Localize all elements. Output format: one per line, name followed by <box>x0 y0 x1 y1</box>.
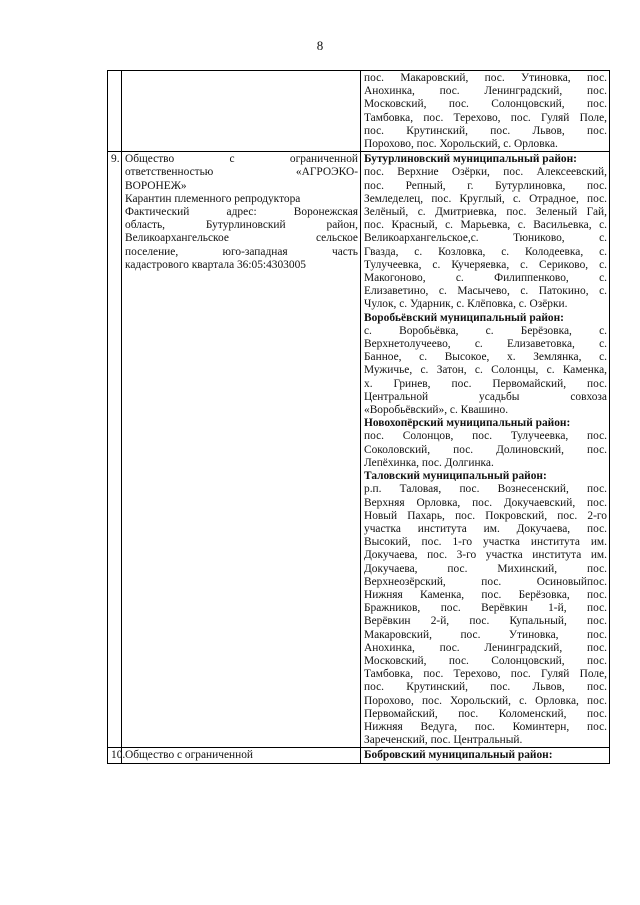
settlement-line: Докучаева, пос. Михинский, пос. <box>364 562 607 575</box>
settlement-line: Верхняя Орловка, пос. Докучаевский, пос. <box>364 496 607 509</box>
settlement-line: р.п. Таловая, пос. Вознесенский, пос. <box>364 483 607 496</box>
settlement-line: Зелёный, с. Дмитриевка, пос. Зеленый Гай, <box>364 206 607 219</box>
organization-line: ответственностью «АГРОЭКО- <box>125 166 358 179</box>
settlement-line: Гвазда, с. Козловка, с. Колодеевка, с. <box>364 245 607 258</box>
organization-cell <box>122 71 361 152</box>
settlement-line: Тамбовка, пос. Терехово, пос. Гуляй Поле, <box>364 111 607 124</box>
organization-cell <box>122 152 361 748</box>
settlement-line: Великоархангельское,с. Тюниково, с. <box>364 232 607 245</box>
settlement-line: Макаровский, пос. Утиновка, пос. <box>364 628 607 641</box>
settlement-line: «Воробьёвский», с. Квашино. <box>364 404 509 417</box>
settlement-line: Порохово, пос. Хорольский, с. Орловка, пос. <box>364 694 607 707</box>
settlement-line: пос. Репный, г. Бутурлиновка, пос. <box>364 179 607 192</box>
organization-line: ВОРОНЕЖ» <box>125 179 187 192</box>
table-row <box>108 748 610 764</box>
settlement-line: Нижняя Ведуга, пос. Коминтерн, пос. <box>364 720 607 733</box>
territory-cell <box>361 152 610 748</box>
organization-line: Фактический адрес: Воронежская <box>125 206 358 219</box>
organization-cell <box>122 748 361 764</box>
district-heading: Бобровский муниципальный район: <box>364 749 553 762</box>
settlement-line: Верхнеозёрский, пос. Осиновыйпос. <box>364 575 607 588</box>
settlement-line: пос. Макаровский, пос. Утиновка, пос. <box>364 72 607 84</box>
settlement-line: пос. Крутинский, пос. Львов, пос. <box>364 124 607 137</box>
settlement-line: Лепёхинка, пос. Долгинка. <box>364 456 494 469</box>
district-heading: Бутурлиновский муниципальный район: <box>364 153 577 166</box>
table-row <box>108 71 610 152</box>
organization-line: Великоархангельское сельское <box>125 232 358 245</box>
settlement-line: х. Гринев, пос. Первомайский, пос. <box>364 377 607 390</box>
settlement-line: Банное, с. Высокое, х. Землянка, с. <box>364 351 607 364</box>
settlement-line: Анохинка, пос. Ленинградский, пос. <box>364 85 607 98</box>
settlement-line: пос. Солонцов, пос. Тулучеевка, пос. <box>364 430 607 443</box>
settlement-line: Анохинка, пос. Ленинградский, пос. <box>364 641 607 654</box>
settlement-line: Тамбовка, пос. Терехово, пос. Гуляй Поле, <box>364 668 607 681</box>
settlement-line: Зареченский, пос. Центральный. <box>364 734 523 747</box>
settlement-line: Тулучеевка, с. Кучеряевка, с. Сериково, с. <box>364 258 607 271</box>
row-number <box>108 71 122 152</box>
settlement-line: Центральной усадьбы совхоза <box>364 390 607 403</box>
settlement-line: Новый Пахарь, пос. Покровский, пос. 2-го <box>364 509 607 522</box>
territory-cell <box>361 71 610 152</box>
territory-table <box>107 70 610 764</box>
settlement-line: Высокий, пос. 1-го участка института им. <box>364 536 607 549</box>
row-number: 10. <box>108 748 122 764</box>
organization-line: поселение, юго-западная часть <box>125 245 358 258</box>
settlement-line: Бражников, пос. Верёвкин 1-й, пос. <box>364 602 607 615</box>
organization-line: Общество с ограниченной <box>125 153 358 166</box>
settlement-line: Верёвкин 2-й, пос. Купальный, пос. <box>364 615 607 628</box>
settlement-line: Верхнетолучеево, с. Елизаветовка, с. <box>364 338 607 351</box>
settlement-line: Порохово, пос. Хорольский, с. Орловка. <box>364 138 558 151</box>
settlement-line: пос. Крутинский, пос. Львов, пос. <box>364 681 607 694</box>
settlement-line: участка института им. Докучаева, пос. <box>364 522 607 535</box>
organization-line: Общество с ограниченной <box>125 749 253 762</box>
settlement-line: пос. Красный, с. Марьевка, с. Васильевка, с. <box>364 219 607 232</box>
settlement-line: Земледелец, пос. Круглый, с. Отрадное, пос. <box>364 192 607 205</box>
organization-line: Карантин племенного репродуктора <box>125 192 301 205</box>
settlement-line: Московский, пос. Солонцовский, пос. <box>364 654 607 667</box>
territory-cell <box>361 748 610 764</box>
settlement-line: Соколовский, пос. Долиновский, пос. <box>364 443 607 456</box>
settlement-line: Мужичье, с. Затон, с. Солонцы, с. Каменка, <box>364 364 607 377</box>
district-heading: Воробьёвский муниципальный район: <box>364 311 564 324</box>
settlement-line: Елизаветино, с. Масычево, с. Патокино, с. <box>364 285 607 298</box>
settlement-line: Московский, пос. Солонцовский, пос. <box>364 98 607 111</box>
organization-line: область, Бутурлиновский район, <box>125 219 358 232</box>
district-heading: Таловский муниципальный район: <box>364 470 547 483</box>
organization-line: кадастрового квартала 36:05:4303005 <box>125 258 306 271</box>
page-number: 8 <box>316 38 324 53</box>
settlement-line: пос. Верхние Озёрки, пос. Алексеевский, <box>364 166 607 179</box>
row-number: 9. <box>108 152 122 748</box>
settlement-line: Нижняя Каменка, пос. Берёзовка, пос. <box>364 588 607 601</box>
settlement-line: Макогоново, с. Филиппенково, с. <box>364 272 607 285</box>
settlement-line: Докучаева, пос. 3-го участка института им. <box>364 549 607 562</box>
settlement-line: Первомайский, пос. Коломенский, пос. <box>364 707 607 720</box>
settlement-line: с. Воробьёвка, с. Берёзовка, с. <box>364 324 607 337</box>
district-heading: Новохопёрский муниципальный район: <box>364 417 571 430</box>
settlement-line: Чулок, с. Ударник, с. Клёповка, с. Озёрки. <box>364 298 568 311</box>
table-row <box>108 152 610 748</box>
